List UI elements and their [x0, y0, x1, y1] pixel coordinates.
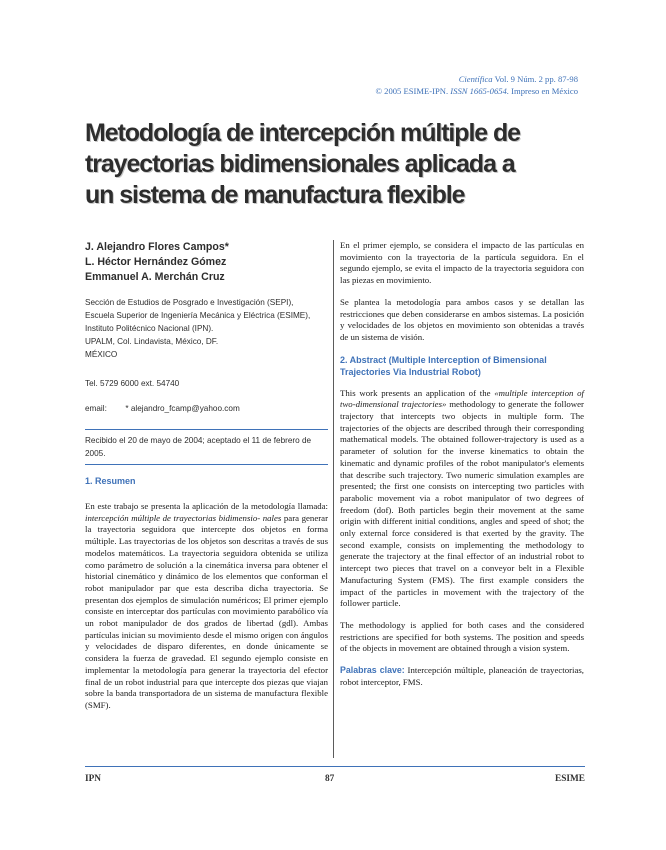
affiliation-line: UPALM, Col. Lindavista, México, DF.	[85, 337, 219, 346]
authors	[85, 240, 328, 285]
affiliation-line: Sección de Estudios de Posgrado e Investigación (SEPI),	[85, 298, 294, 307]
affiliation-line: MÉXICO	[85, 350, 118, 359]
email-label: email:	[85, 404, 107, 413]
affiliation-line: Instituto Politécnico Nacional (IPN).	[85, 324, 214, 333]
journal-volume: Vol. 9 Núm. 2 pp. 87-98	[494, 74, 578, 84]
resumen-lead: En este trabajo se presenta la aplicación de la metodología llamada:	[85, 501, 328, 511]
journal-printed: Impreso en México	[511, 86, 578, 96]
affiliation	[85, 296, 328, 361]
method-name: intercepción múltiple de trayectorias bidimensio- nales	[85, 512, 282, 523]
author-2: L. Héctor Hernández Gómez	[85, 256, 227, 268]
abstract-lead: This work presents an application of the	[340, 387, 491, 398]
abstract-method-name: «multiple interception of two-dimensional trajectories»	[340, 387, 584, 410]
email-line	[85, 402, 328, 415]
footer-left: IPN	[85, 774, 102, 784]
footer-rule	[85, 766, 585, 767]
author-3: Emmanuel A. Merchán Cruz	[85, 271, 225, 283]
section-1-heading: 1. Resumen	[85, 476, 136, 486]
telephone: Tel. 5729 6000 ext. 54740	[85, 379, 180, 388]
keywords-label: Palabras clave:	[340, 665, 405, 676]
paper-title	[85, 118, 605, 211]
right-column	[340, 240, 584, 689]
footer-right: ESIME	[555, 774, 585, 784]
email-address[interactable]: * alejandro_fcamp@yahoo.com	[125, 404, 240, 413]
section-1-body	[85, 501, 328, 712]
abstract-text: methodology to generate the follower trajectory that intercepts two objects in multiple form. The trajectories of the objects are described through their corresponding mathematical models. The obtained follower-trajectory is used as a parameter of solution for the inverse kinematics to obtain the kinematic and dynamic profiles of the robot manipulator's elements that describe such trajectory. Two numeric simulation examples are presented; the first one consists on intercepting two particles with parabolic movement via a robot manipulator of two degrees of freedom (dof). Both particles begin their movement at the same origin with different initial conditions, angles and speed of shot; the only external force considered is that exerted by the gravity. The second example, consists on implementing the methodology to generate the trajectory at the final effector of an industrial robot to intercept two pieces that travel on a conveyor belt in a Flexible Manufacturing System (FMS). The first example considers the impact of the particles in movement with the trajectory of the follower particle.	[340, 399, 584, 609]
author-1: J. Alejandro Flores Campos*	[85, 241, 229, 253]
received-date: Recibido el 20 de mayo de 2004; aceptado el 11 de febrero de 2005.	[85, 436, 312, 458]
section-2-heading: 2. Abstract (Multiple Interception of Bimensional Trajectories Via Industrial Robot)	[340, 354, 547, 377]
title-line-2: trayectorias bidimensionales aplicada a	[85, 150, 515, 178]
journal-issn: ISSN 1665-0654.	[450, 86, 510, 96]
page-number: 87	[325, 774, 335, 784]
column-divider	[333, 240, 334, 758]
intro-paragraph-1: En el primer ejemplo, se considera el impacto de las partículas en movimiento con la trayectoria de la partícula seguidora. En el segundo ejemplo, se evita el impacto de la trayectoria seguidora con las piezas en movimiento.	[340, 240, 584, 286]
title-line-3: un sistema de manufactura flexible	[85, 181, 465, 209]
left-column	[85, 240, 328, 712]
resumen-text: para generar la trayectoria seguidora que intercepte dos objetos en forma múltiple. Las trayectorias de los objetos son descritas a través de sus modelos matemáticos. La trayectoria seguidora obtenida se utiliza como parámetro de solución a la cinemática inversa para obtener el historial cinemático y dinámico de los elementos que conforman el robot manipulador par que esta describa dicha trayectoria. Se presentan dos ejemplos de simulación numéricos; El primer ejemplo consiste en interceptar dos partículas con movimiento parabólico vía un robot manipulador de dos grados de libertad (gdl). Ambas partículas inician su movimiento desde el mismo origen con ángulos y velocidades de disparo diferentes, en donde únicamente se considera la fuerza de gravedad. El segundo ejemplo consiste en implementar la metodología para generar la trayectoria del efector final de un robot industrial para que intercepte dos piezas que viajan sobre la banda transportadora de un sistema de manufactura flexible (SMF).	[85, 512, 328, 710]
keywords-text: Intercepción múltiple, planeación de trayectorias, robot interceptor, FMS.	[340, 665, 584, 687]
divider	[85, 429, 328, 430]
title-line-1: Metodología de intercepción múltiple de	[85, 119, 520, 147]
journal-name: Científica	[458, 74, 493, 84]
abstract-paragraph-2: The methodology is applied for both cases and the considered restrictions are specified for both systems. The position and speeds of the objects in movement are obtained through a vision system.	[340, 619, 584, 654]
keywords	[340, 665, 584, 688]
journal-header	[278, 73, 578, 97]
abstract-body	[340, 388, 584, 610]
journal-copyright: © 2005 ESIME-IPN.	[375, 86, 449, 96]
intro-paragraph-2: Se plantea la metodología para ambos casos y se detallan las restricciones que deben considerarse en ambos sistemas. La posición y velocidades de los objetos en movimiento son obtenidas a través de un sistema de visión.	[340, 296, 584, 342]
affiliation-line: Escuela Superior de Ingeniería Mecánica y Eléctrica (ESIME),	[85, 311, 311, 320]
